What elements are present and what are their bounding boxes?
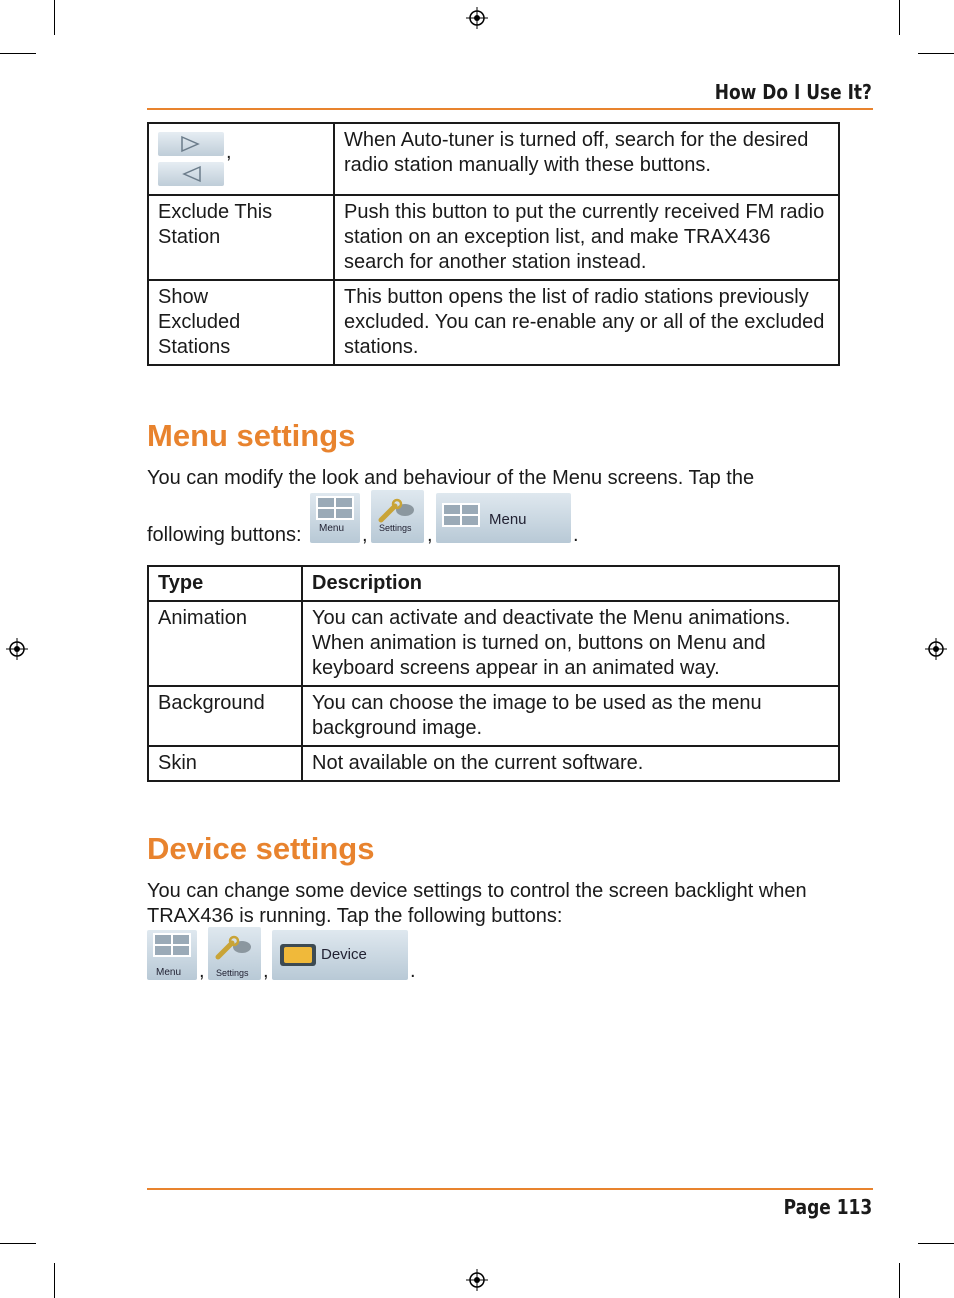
table-cell-description: When Auto-tuner is turned off, search for the desired radio station manually with these buttons. <box>334 123 839 195</box>
crop-mark <box>899 1263 900 1298</box>
registration-mark-icon <box>6 638 28 660</box>
column-header-description: Description <box>302 566 839 601</box>
registration-mark-icon <box>466 1269 488 1291</box>
table-row <box>148 280 839 365</box>
previous-station-button[interactable] <box>158 162 224 186</box>
settings-button[interactable] <box>371 490 424 543</box>
intro-text: following buttons: <box>147 524 302 546</box>
button-separator: , <box>427 524 433 546</box>
device-button-label: Device <box>321 946 367 963</box>
table-row <box>148 601 839 686</box>
crop-mark <box>899 0 900 35</box>
column-header-type: Type <box>148 566 302 601</box>
settings-button-label: Settings <box>216 968 249 978</box>
crop-mark <box>0 1243 36 1244</box>
settings-wrench-icon <box>208 929 261 965</box>
menu-wide-button-label: Menu <box>489 511 527 528</box>
menu-button-label: Menu <box>156 967 182 978</box>
menu-wide-button[interactable] <box>436 493 571 543</box>
menu-button[interactable] <box>310 493 360 543</box>
header-rule <box>147 108 873 110</box>
table-cell-description: Not available on the current software. <box>302 746 839 781</box>
sentence-end: . <box>410 960 416 982</box>
crop-mark <box>0 53 36 54</box>
table-row <box>148 686 839 746</box>
sentence-end: . <box>573 524 579 546</box>
button-separator: , <box>263 960 269 982</box>
page-number: Page 113 <box>783 1195 872 1219</box>
crop-mark <box>54 1263 55 1298</box>
device-button[interactable] <box>272 930 408 980</box>
table-cell-type: Background <box>148 686 302 746</box>
previous-arrow-icon <box>158 162 224 186</box>
page-header-title: How Do I Use It? <box>714 80 872 104</box>
next-arrow-icon <box>158 132 224 156</box>
settings-button[interactable] <box>208 927 261 980</box>
menu-button-label: Menu <box>319 523 345 534</box>
table-header-row <box>148 566 839 601</box>
table-cell-type: Animation <box>148 601 302 686</box>
table-cell-type: Show Excluded Stations <box>148 280 334 365</box>
menu-settings-table <box>147 565 840 782</box>
footer-rule <box>147 1188 873 1190</box>
registration-mark-icon <box>925 638 947 660</box>
menu-settings-intro-line2 <box>147 490 847 546</box>
table-cell-description: You can activate and deactivate the Menu animations. When animation is turned on, buttons on Menu and keyboard screens appear in an animated way. <box>302 601 839 686</box>
table-row <box>148 123 839 195</box>
menu-button[interactable] <box>147 930 197 980</box>
table-cell-type: Exclude This Station <box>148 195 334 280</box>
table-cell-description: You can choose the image to be used as the menu background image. <box>302 686 839 746</box>
table-cell-type: Skin <box>148 746 302 781</box>
crop-mark <box>54 0 55 35</box>
button-separator: , <box>226 141 232 163</box>
section-heading-device-settings: Device settings <box>147 831 375 866</box>
device-icon <box>276 940 320 970</box>
button-separator: , <box>362 524 368 546</box>
menu-grid-icon <box>316 496 352 518</box>
menu-grid-icon <box>153 933 189 955</box>
table-row <box>148 746 839 781</box>
device-settings-intro: You can change some device settings to control the screen backlight when TRAX436 is running. Tap the following buttons: <box>147 880 807 927</box>
device-settings-buttons <box>147 927 447 983</box>
button-separator: , <box>199 960 205 982</box>
crop-mark <box>918 1243 954 1244</box>
menu-settings-intro-line1: You can modify the look and behaviour of the Menu screens. Tap the <box>147 467 755 489</box>
radio-buttons-table <box>147 122 840 366</box>
crop-mark <box>918 53 954 54</box>
settings-button-label: Settings <box>379 523 412 533</box>
registration-mark-icon <box>466 7 488 29</box>
table-cell-type <box>148 123 334 195</box>
next-station-button[interactable] <box>158 132 224 156</box>
table-row <box>148 195 839 280</box>
menu-grid-icon <box>442 503 478 525</box>
table-cell-description: Push this button to put the currently received FM radio station on an exception list, and make TRAX436 search for another station instead. <box>334 195 839 280</box>
section-heading-menu-settings: Menu settings <box>147 418 356 453</box>
table-cell-description: This button opens the list of radio stations previously excluded. You can re-enable any or all of the excluded stations. <box>334 280 839 365</box>
